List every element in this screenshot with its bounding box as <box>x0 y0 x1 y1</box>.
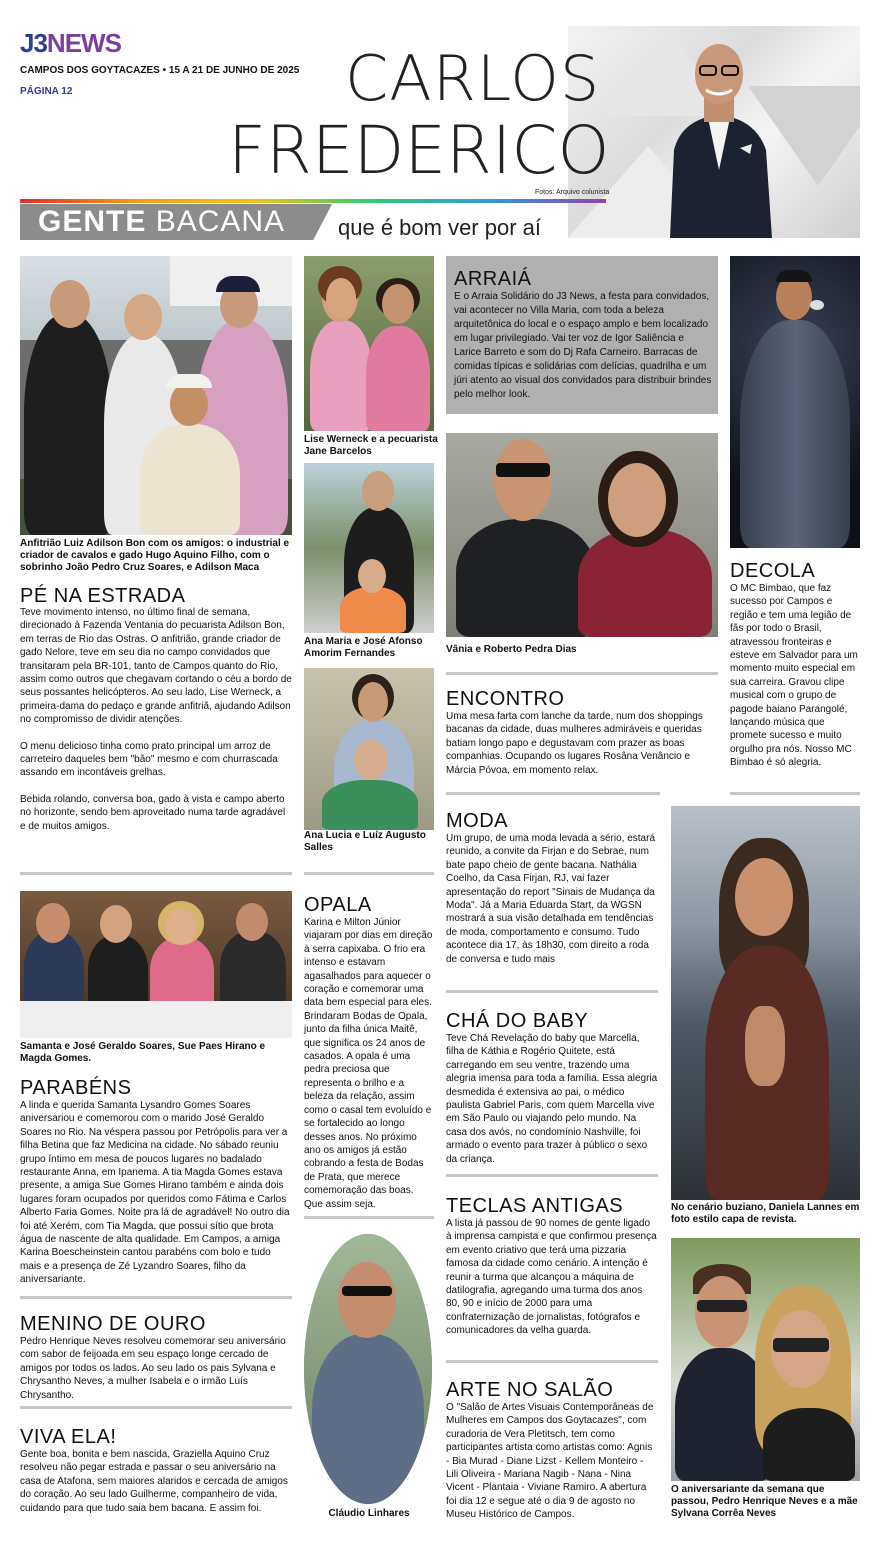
photo-credit: Fotos: Arquivo colunista <box>535 189 610 196</box>
heading-teclas-antigas: TECLAS ANTIGAS <box>446 1195 624 1217</box>
dateline: CAMPOS DOS GOYTACAZES • 15 A 21 DE JUNHO DE 2025 <box>20 65 300 76</box>
heading-parabens: PARABÉNS <box>20 1077 132 1099</box>
photo-ana-lucia-luiz <box>304 668 434 830</box>
photo-ana-maria-jose <box>304 463 434 633</box>
text-teclas-antigas: A lista já passou de 90 nomes de gente ligado à imprensa campista e que confirmou presença em evento criativo que terá uma pizzaria famosa da cidade como cenário. A intenção é reunir a turma que alcançou a máquina de datilografia, agregando uma turma dos anos 80, 90 e início de 2000 para uma confraternização de jornalistas, fotógrafos e comunicadores da velha guarda. <box>446 1218 657 1337</box>
caption-claudio-linhares: Cláudio Linhares <box>328 1508 410 1519</box>
caption-lise-jane: Lise Werneck e a pecuarista Jane Barcelos <box>304 434 438 457</box>
caption-farm-friends: Anfitrião Luiz Adilson Bon com os amigos: o industrial e criador de cavalos e gado Hugo Aquino Filho, com o sobrinho João Pedro Cruz Soares, e Adilson Maca <box>20 538 290 573</box>
divider <box>20 872 292 875</box>
caption-daniela-lannes: No cenário buziano, Daniela Lannes em foto estilo capa de revista. <box>671 1202 860 1225</box>
columnist-portrait <box>660 30 778 238</box>
banner-title: GENTE BACANA <box>38 205 286 238</box>
text-cha-do-baby: Teve Chá Revelação do baby que Marcella, filha de Káthia e Rogério Quitete, está carregando em seu ventre, trazendo uma alegria imensa para toda a família. Essa alegria desmedida é extensiva ao pai, o médico paulista Gabriel Paris, com quem Marcella vive em São Paulo ou viajando pelo mundo. Na casa dos avós, no condomínio Nashville, foi armado o evento para trazer à público o sexo da criança. <box>446 1033 658 1165</box>
photo-daniela-lannes <box>671 806 860 1200</box>
page-number: PÁGINA 12 <box>20 86 73 97</box>
text-arte-no-salao: O "Salão de Artes Visuais Contemporâneas de Mulheres em Campos dos Goytacazes", com curadoria de Vera Pletitsch, tem como participantes artista como artistas como: Agnis - Bia Murad - Diane Lizst - Kellem Monteiro - Lili Oliveira - Mariana Nagib - Nana - Nina Vicent - Plantaia - Viviane Ramiro. A abertura foi dia 12 e segue até o dia 9 de agosto no Museu Histórico de Campos. <box>446 1402 654 1521</box>
heading-arraia: ARRAIÁ <box>454 268 532 290</box>
banner-subtitle: que é bom ver por aí <box>338 215 542 240</box>
heading-arte-no-salao: ARTE NO SALÃO <box>446 1379 614 1401</box>
text-encontro: Uma mesa farta com lanche da tarde, num dos shoppings bacanas da cidade, duas mulheres admiráveis e queridas batiam longo papo e degustavam com prazer as boas companhias. Ocupando os lugares Rosâna Venâncio e Márcia Póvoa, em momento relax. <box>446 711 703 776</box>
divider <box>20 1296 292 1299</box>
heading-encontro: ENCONTRO <box>446 688 565 710</box>
text-viva-ela: Gente boa, bonita e bem nascida, Graziella Aquino Cruz resolveu não pegar estrada e passar o seu aniversário na casa de Atafona, sem maiores alaridos e cercada de amigos do coração. Ao seu lado Guilherme, companheiro de vida, cuidando para que tudo saia bem bacana. E assim foi. <box>20 1449 288 1514</box>
heading-decola: DECOLA <box>730 560 816 582</box>
heading-cha-do-baby: CHÁ DO BABY <box>446 1010 589 1032</box>
logo: J3NEWS <box>20 28 121 58</box>
caption-ana-lucia-luiz: Ana Lucia e Luíz Augusto Salles <box>304 830 426 853</box>
text-decola: O MC Bimbao, que faz sucesso por Campos e região e tem uma legião de fãs por todo o Brasil, atravessou fronteiras e esteve em Salvador para um momento muito especial em sua carreira. Gravou clipe musical com o grupo de pagode baiano Parangolé, lançando música que promete sucesso e muito orgulho pra nós. Nosso MC Bimbao é só alegria. <box>730 583 858 769</box>
text-menino-de-ouro: Pedro Henrique Neves resolveu comemorar seu aniversário com sabor de feijoada em seu espaço longe cercado de amigos por todos os lados. Ao seu lado os pais Sylvana e Chrysantho Neves, a mulher Isabela e o irmão Luís Chrysantho. <box>20 1336 286 1401</box>
heading-moda: MODA <box>446 810 508 832</box>
photo-claudio-linhares <box>304 1234 432 1504</box>
text-arraia: E o Arraia Solidário do J3 News, a festa para convidados, vai acontecer no Villa Maria, com toda a beleza arquitetônica do local e o espaço amplo e bem localizado em lugar privilegiado. Vai ter voz de Igor Saliência e Larice Barreto e som do Dj Rafa Carneiro. Barracas de comidas típicas e solidárias com delícias, quadrilha e um júri atento ao visual dos convidados para distribuir brindes pelo melhor look. <box>454 291 712 400</box>
text-opala: Karina e Milton Júnior viajaram por dias em direção à serra capixaba. O frio era intenso e estavam agasalhados para aquecer o coração e comemorar uma data bem especial para eles. Brindaram Bodas de Opala, junto da filha única Maitê, que significa os 24 anos de casados. A opala é uma pedra preciosa que representa o brilho e a beleza da relação, assim como o casal tem evoluído e se fortalecido ao longo desses anos. No próximo ano os amigos já estão cobrando a festa de Bodas de Prata, que merece comemoração das boas. Que assim seja. <box>304 917 433 1210</box>
heading-viva-ela: VIVA ELA! <box>20 1426 117 1448</box>
photo-pedro-sylvana <box>671 1238 860 1481</box>
divider <box>446 672 718 675</box>
heading-pe-na-estrada: PÉ NA ESTRADA <box>20 585 186 607</box>
heading-menino-de-ouro: MENINO DE OURO <box>20 1313 206 1335</box>
heading-opala: OPALA <box>304 894 372 916</box>
divider <box>304 872 434 875</box>
caption-vania-roberto: Vânia e Roberto Pedra Dias <box>446 644 577 655</box>
caption-samanta-group: Samanta e José Geraldo Soares, Sue Paes Hirano e Magda Gomes. <box>20 1041 266 1064</box>
divider <box>304 1216 434 1219</box>
divider <box>730 792 860 795</box>
columnist-last-name: FREDERICO <box>228 112 610 189</box>
divider <box>446 1360 658 1363</box>
divider <box>446 792 660 795</box>
rainbow-rule <box>20 199 606 203</box>
photo-samanta-group <box>20 891 292 1038</box>
caption-ana-maria-jose: Ana Maria e José Afonso Amorim Fernandes <box>304 636 423 659</box>
text-parabens: A linda e querida Samanta Lysandro Gomes Soares aniversariou e comemorou com o marido José Geraldo Soares no Rio. Na véspera passou por Petrópolis para ver a filha Betina que faz Medicina na cidade. No sábado reuniu grupo íntimo em mesa de poucos lugares no badalado restaurante Anna, em Ipanema. A tia Magda Gomes estava presente, a amiga Sue Gomes Hirano também e ainda dois lugares foram ocupados por queridos como Fátima e Carlos Alberto Faria Gomes. Noite pra lá de agradável! No outro dia foi até Xerém, com Tia Magda, que possui sítio que brota água de nascente de alta qualidade. Em Campos, a amiga Karina Boescheinstein cantou parabéns com bolo e tudo mais e a presença de Zé Lyzandro Soares, filho da aniversariante. <box>20 1100 290 1286</box>
text-pe-na-estrada: Teve movimento intenso, no último final de semana, direcionado à Fazenda Ventania do pecuarista Adilson Bon, em terras de Rio das Ostras. O anfitrião, grande criador de gado Nelore, teve em seu dia no campo convidados que transitaram pela BR-101, tanto de Campos quanto do Rio, assim como outros que chegavam cortando o céu a bordo de seus possantes helicópteros. Ao seu lado, Lise Werneck, a primeira-dama do pedaço e grande anfitriã, ajudando Adilson no compromisso de dividir atenções. O menu delicioso tinha como prato principal um arroz de carreteiro daqueles bem "bão" mesmo e com churrascada assando em incontáveis grelhas. Bebida rolando, conversa boa, gado à vista e campo aberto no horizonte, sendo bem aproveitado numa tarde agradável e de muitos amigos. <box>20 607 292 832</box>
photo-lise-jane <box>304 256 434 431</box>
divider <box>446 990 658 993</box>
caption-pedro-sylvana: O aniversariante da semana que passou, Pedro Henrique Neves e a mãe Sylvana Corrêa Neves <box>671 1484 858 1519</box>
columnist-first-name: CARLOS <box>345 42 601 115</box>
divider <box>446 1174 658 1177</box>
divider <box>20 1406 292 1409</box>
photo-vania-roberto <box>446 433 718 637</box>
photo-mc-bimbao <box>730 256 860 548</box>
text-moda: Um grupo, de uma moda levada a sério, estará reunido, a convite da Firjan e do Sebrae, num bate papo cheio de gente bacana. Nathália Coelho, da Casa Firjan, RJ, vai fazer apresentação do report "Sinais de Mudança da Moda". Já a Maria Eduarda Start, da WGSN mostrará a sua visão detalhada em tendências de moda, comportamento e consumo. Tudo acontece dia 17, às 18h30, com direito a roda de conversa e tudo mais <box>446 833 655 965</box>
photo-farm-friends <box>20 256 292 535</box>
